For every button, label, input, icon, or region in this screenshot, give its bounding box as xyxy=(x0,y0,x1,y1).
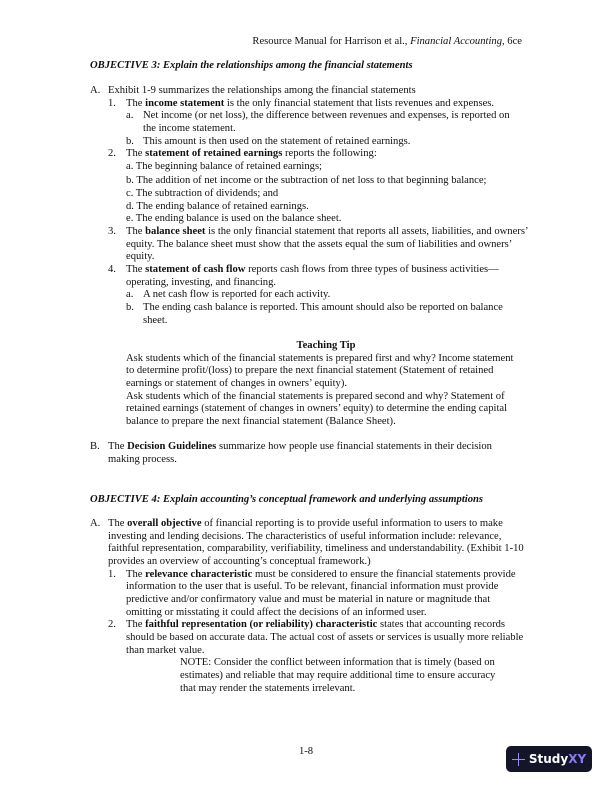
item-text: Net income (or net loss), the difference between revenues and expenses, is reported on the income statement. xyxy=(143,110,510,134)
sub-item: c. The subtraction of dividends; and xyxy=(126,188,279,199)
item-label: a. xyxy=(126,110,134,122)
item-text: The overall objective of financial reporting is to provide useful information to users to make investing and lending decisions. The characteristics of useful information include: relevance, faithful representation, comparability, verifiability, timeliness and understandability. (Exhibit 1-10 provides an overview of accounting’s conceptual framework.) xyxy=(108,518,524,567)
sub-item: a. The beginning balance of retained earnings; xyxy=(126,160,323,172)
list-item xyxy=(108,264,528,289)
item-text: This amount is then used on the statement of retained earnings. xyxy=(143,135,411,147)
item-text: The statement of retained earnings reports the following: xyxy=(126,148,377,160)
item-text: The balance sheet is the only financial statement that reports all assets, liabilities, and owners’ equity. The balance sheet must show that the assets equal the sum of liabilities and owners’ equity. xyxy=(126,225,528,263)
list-item xyxy=(126,110,522,135)
list-item xyxy=(90,441,522,466)
item-label: 1. xyxy=(108,568,116,580)
list-item xyxy=(108,148,528,161)
note-paragraph: NOTE: Consider the conflict between information that is timely (based on estimates) and reliable that may require additional time to ensure accuracy that may render the statements irrelevant. xyxy=(180,657,496,694)
item-label: B. xyxy=(90,441,100,452)
list-item xyxy=(126,136,522,149)
list-item xyxy=(108,619,525,657)
sub-item: e. The ending balance is used on the balance sheet. xyxy=(126,213,342,225)
item-text: The relevance characteristic must be considered to ensure the financial statements provide information to the user that is useful. To be relevant, financial information must provide predictive and/or confirmatory value and must be material in nature or magnitude that omitting or misstating it could affect the decisions of an informed user. xyxy=(126,568,516,618)
item-label: 1. xyxy=(108,97,116,109)
item-label: b. xyxy=(126,135,134,147)
item-text: The ending cash balance is reported. This amount should also be reported on balance sheet. xyxy=(143,301,503,326)
item-text: A net cash flow is reported for each activity. xyxy=(143,289,331,301)
list-item xyxy=(108,226,528,264)
objective-3-heading: OBJECTIVE 3: Explain the relationships among the financial statements xyxy=(90,60,413,71)
list-item xyxy=(90,518,525,569)
item-text: The income statement is the only financial statement that lists revenues and expenses. xyxy=(126,97,495,109)
sub-item: d. The ending balance of retained earnings. xyxy=(126,200,309,212)
header-edition: , 6ce xyxy=(502,36,522,47)
item-label: A. xyxy=(90,85,101,96)
page-number: 1-8 xyxy=(298,746,314,757)
item-label: a. xyxy=(126,289,134,301)
objective-4-heading: OBJECTIVE 4: Explain accounting’s conceptual framework and underlying assumptions xyxy=(90,494,484,505)
running-header xyxy=(252,36,522,49)
item-label: b. xyxy=(126,301,134,313)
list-item xyxy=(126,302,528,327)
brand-text: Study xyxy=(528,751,569,766)
item-label: 4. xyxy=(108,264,116,275)
item-label: 3. xyxy=(108,225,116,237)
list-item xyxy=(90,85,522,98)
header-book-title: Financial Accounting xyxy=(410,36,502,47)
plus-icon xyxy=(512,753,525,766)
item-label: 2. xyxy=(108,619,116,631)
item-text: Exhibit 1-9 summarizes the relationships among the financial statements xyxy=(108,85,416,96)
list-item xyxy=(108,98,528,111)
teaching-tip-paragraph: Ask students which of the financial statements is prepared first and why? Income statement to determine profit/(loss) to prepare the next financial statement (Statement of retained earnings or statement of changes in owners’ equity). xyxy=(126,352,514,389)
header-text: Resource Manual for Harrison et al., xyxy=(252,36,411,47)
list-item xyxy=(108,569,525,620)
item-text: The Decision Guidelines summarize how people use financial statements in their decision making process. xyxy=(108,441,492,465)
item-text: The faithful representation (or reliability) characteristic states that accounting records should be based on accurate data. The actual cost of assets or services is usually more reliable than market value. xyxy=(126,619,524,656)
teaching-tip-title: Teaching Tip xyxy=(296,340,356,351)
teaching-tip-paragraph: Ask students which of the financial statements is prepared second and why? Statement of retained earnings (statement of changes in owners’ equity) to determine the ending capital balance to prepare the next financial statement (Balance Sheet). xyxy=(126,390,508,427)
brand-text-accent: XY xyxy=(568,751,587,766)
list-item xyxy=(126,289,528,302)
item-label: A. xyxy=(90,518,101,529)
sub-item: b. The addition of net income or the subtraction of net loss to that beginning balance; xyxy=(126,175,487,187)
item-text: The statement of cash flow reports cash flows from three types of business activities—operating, investing, and financing. xyxy=(126,264,499,288)
studyxy-badge[interactable] xyxy=(506,746,592,772)
item-label: 2. xyxy=(108,148,116,160)
